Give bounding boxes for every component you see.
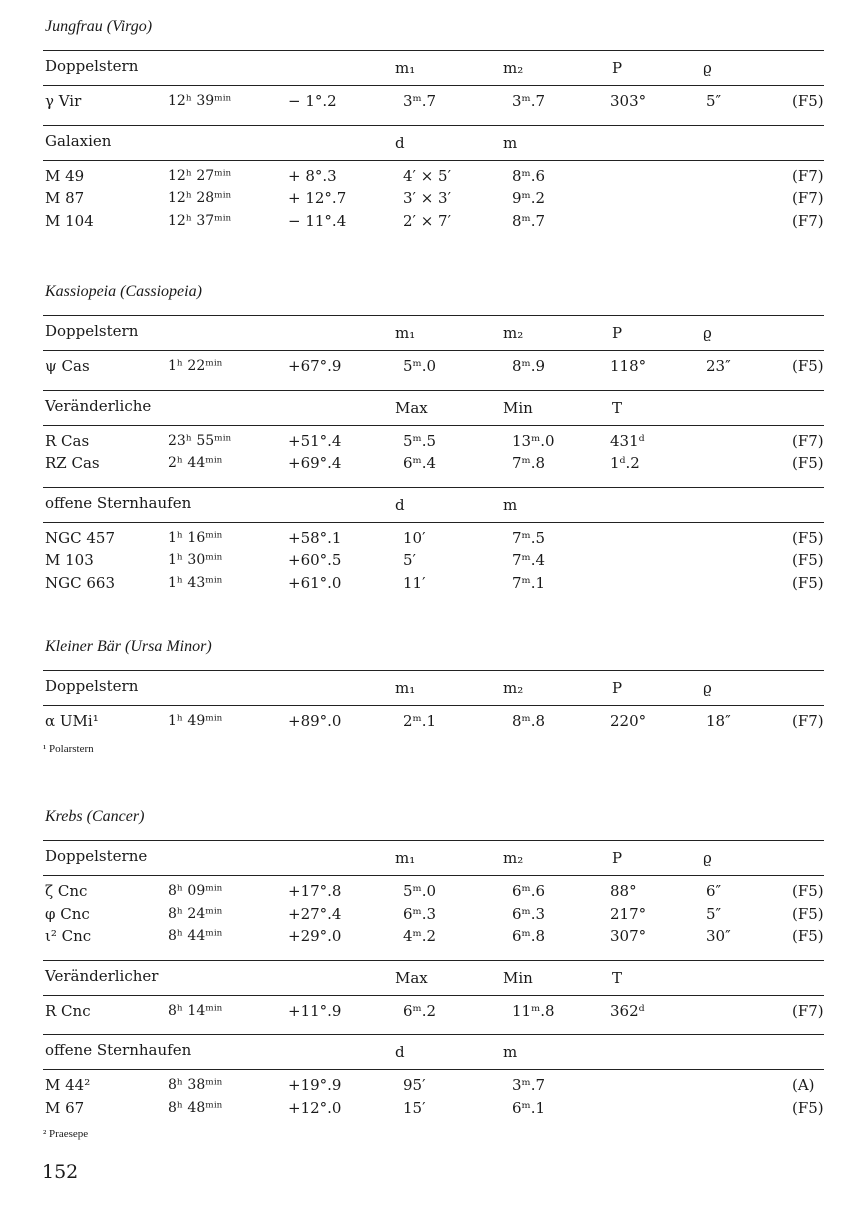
- column-header: P: [612, 324, 623, 342]
- cell-c1: 5ᵐ.0: [403, 357, 437, 375]
- cell-name: γ Vir: [45, 92, 82, 110]
- cell-c3: 431ᵈ: [610, 431, 645, 450]
- cell-c2: 8ᵐ.7: [512, 211, 546, 230]
- column-header: Max: [395, 968, 428, 987]
- cell-ra: 1ʰ 30ᵐⁱⁿ: [168, 552, 223, 568]
- column-header: ϱ: [703, 849, 712, 867]
- cell-c3: 220°: [610, 712, 647, 730]
- cell-dec: +89°.0: [288, 712, 342, 730]
- cell-name: α UMi¹: [45, 712, 99, 730]
- section-top-rule: [43, 670, 824, 671]
- section-title: Kassiopeia (Cassiopeia): [45, 283, 202, 300]
- cell-dec: +12°.0: [288, 1098, 342, 1117]
- cell-c4: 18″: [706, 712, 731, 730]
- cell-c1: 10′: [403, 528, 426, 547]
- cell-tag: (F5): [792, 357, 824, 375]
- cell-c1: 3ᵐ.7: [403, 92, 437, 110]
- cell-c3: 217°: [610, 904, 647, 923]
- cell-c4: 6″: [706, 882, 722, 900]
- cell-ra: 8ʰ 24ᵐⁱⁿ: [168, 905, 223, 922]
- header-rule: [43, 160, 824, 161]
- cell-name: M 103: [45, 551, 94, 569]
- group-rule: [43, 960, 824, 961]
- column-header: ϱ: [703, 324, 712, 342]
- cell-tag: (A): [792, 1076, 815, 1094]
- cell-tag: (F7): [792, 1001, 824, 1020]
- column-header: m: [503, 495, 518, 514]
- cell-dec: +61°.0: [288, 573, 342, 592]
- cell-tag: (F7): [792, 712, 824, 730]
- cell-name: R Cas: [45, 431, 90, 450]
- header-rule: [43, 522, 824, 523]
- cell-c1: 95′: [403, 1076, 426, 1094]
- cell-c2: 6ᵐ.8: [512, 927, 546, 945]
- column-header: ϱ: [703, 59, 712, 77]
- cell-dec: − 11°.4: [288, 211, 347, 230]
- cell-c1: 2ᵐ.1: [403, 712, 437, 730]
- cell-ra: 8ʰ 48ᵐⁱⁿ: [168, 1099, 223, 1116]
- cell-ra: 12ʰ 39ᵐⁱⁿ: [168, 93, 232, 109]
- cell-ra: 8ʰ 38ᵐⁱⁿ: [168, 1077, 223, 1093]
- header-rule: [43, 425, 824, 426]
- cell-c3: 303°: [610, 92, 647, 110]
- column-header: m₁: [395, 59, 416, 77]
- cell-c2: 3ᵐ.7: [512, 1076, 546, 1094]
- cell-c4: 5″: [706, 92, 722, 110]
- cell-tag: (F5): [792, 904, 824, 923]
- cell-c3: 88°: [610, 882, 637, 900]
- cell-name: ψ Cas: [45, 357, 90, 375]
- cell-name: M 87: [45, 189, 85, 207]
- column-header: P: [612, 59, 623, 77]
- cell-ra: 8ʰ 44ᵐⁱⁿ: [168, 928, 223, 944]
- group-rule: [43, 390, 824, 391]
- column-header: m: [503, 133, 518, 152]
- column-header: T: [612, 398, 623, 417]
- cell-c2: 7ᵐ.5: [512, 528, 546, 547]
- cell-name: M 67: [45, 1098, 85, 1117]
- column-header: m₂: [503, 59, 524, 77]
- cell-tag: (F7): [792, 166, 824, 185]
- cell-name: M 49: [45, 166, 85, 185]
- cell-ra: 1ʰ 16ᵐⁱⁿ: [168, 529, 223, 546]
- cell-c1: 6ᵐ.3: [403, 904, 437, 923]
- group-heading: Galaxien: [45, 131, 112, 150]
- cell-c1: 5′: [403, 551, 416, 569]
- cell-c1: 4ᵐ.2: [403, 927, 437, 945]
- cell-c1: 5ᵐ.5: [403, 431, 437, 450]
- column-header: Min: [503, 968, 533, 987]
- cell-name: M 44²: [45, 1076, 91, 1094]
- cell-c2: 6ᵐ.3: [512, 904, 546, 923]
- cell-tag: (F5): [792, 882, 824, 900]
- cell-dec: +60°.5: [288, 551, 342, 569]
- cell-c2: 6ᵐ.6: [512, 882, 546, 900]
- cell-name: ι² Cnc: [45, 927, 92, 945]
- group-heading: offene Sternhaufen: [45, 1041, 192, 1059]
- cell-dec: + 12°.7: [288, 189, 347, 207]
- column-header: m₁: [395, 679, 416, 697]
- section-title: Jungfrau (Virgo): [45, 18, 153, 35]
- cell-name: φ Cnc: [45, 904, 90, 923]
- header-rule: [43, 1069, 824, 1070]
- column-header: P: [612, 679, 623, 697]
- group-heading: Veränderliche: [45, 396, 152, 415]
- cell-c1: 5ᵐ.0: [403, 882, 437, 900]
- column-header: d: [395, 1043, 405, 1061]
- cell-tag: (F5): [792, 573, 824, 592]
- cell-c1: 2′ × 7′: [403, 211, 452, 230]
- cell-tag: (F7): [792, 211, 824, 230]
- cell-dec: +58°.1: [288, 528, 342, 547]
- cell-ra: 2ʰ 44ᵐⁱⁿ: [168, 455, 223, 471]
- cell-dec: − 1°.2: [288, 92, 337, 110]
- cell-c3: 362ᵈ: [610, 1001, 645, 1020]
- cell-tag: (F7): [792, 431, 824, 450]
- cell-c2: 8ᵐ.8: [512, 712, 546, 730]
- cell-ra: 1ʰ 43ᵐⁱⁿ: [168, 574, 223, 591]
- cell-dec: +11°.9: [288, 1001, 342, 1020]
- cell-c2: 7ᵐ.1: [512, 573, 546, 592]
- cell-c2: 11ᵐ.8: [512, 1001, 555, 1020]
- cell-dec: +51°.4: [288, 431, 342, 450]
- cell-ra: 1ʰ 49ᵐⁱⁿ: [168, 713, 223, 729]
- group-heading: Doppelstern: [45, 322, 139, 340]
- header-rule: [43, 350, 824, 351]
- cell-c4: 30″: [706, 927, 731, 945]
- cell-dec: + 8°.3: [288, 166, 337, 185]
- cell-tag: (F7): [792, 189, 824, 207]
- cell-c1: 15′: [403, 1098, 426, 1117]
- cell-c1: 3′ × 3′: [403, 189, 452, 207]
- column-header: m₂: [503, 679, 524, 697]
- section-top-rule: [43, 50, 824, 51]
- cell-c1: 4′ × 5′: [403, 166, 452, 185]
- group-rule: [43, 487, 824, 488]
- cell-c2: 13ᵐ.0: [512, 431, 555, 450]
- cell-dec: +29°.0: [288, 927, 342, 945]
- cell-tag: (F5): [792, 528, 824, 547]
- column-header: m₂: [503, 849, 524, 867]
- cell-c3: 1ᵈ.2: [610, 454, 640, 472]
- cell-tag: (F5): [792, 454, 824, 472]
- header-rule: [43, 875, 824, 876]
- cell-ra: 8ʰ 14ᵐⁱⁿ: [168, 1002, 223, 1019]
- section-top-rule: [43, 840, 824, 841]
- cell-dec: +19°.9: [288, 1076, 342, 1094]
- cell-c2: 8ᵐ.9: [512, 357, 546, 375]
- cell-c3: 118°: [610, 357, 647, 375]
- cell-dec: +67°.9: [288, 357, 342, 375]
- cell-c2: 7ᵐ.4: [512, 551, 546, 569]
- cell-c1: 6ᵐ.4: [403, 454, 437, 472]
- cell-name: NGC 457: [45, 528, 115, 547]
- column-header: d: [395, 495, 405, 514]
- cell-ra: 23ʰ 55ᵐⁱⁿ: [168, 432, 232, 449]
- header-rule: [43, 705, 824, 706]
- column-header: ϱ: [703, 679, 712, 697]
- footnote: ² Praesepe: [43, 1128, 89, 1140]
- column-header: m₂: [503, 324, 524, 342]
- group-heading: Doppelstern: [45, 677, 139, 695]
- section-title: Kleiner Bär (Ursa Minor): [45, 638, 212, 655]
- cell-name: R Cnc: [45, 1001, 91, 1020]
- footnote: ¹ Polarstern: [43, 743, 94, 755]
- cell-dec: +27°.4: [288, 904, 342, 923]
- section-title: Krebs (Cancer): [45, 808, 145, 825]
- cell-name: ζ Cnc: [45, 882, 88, 900]
- cell-c2: 7ᵐ.8: [512, 454, 546, 472]
- section-top-rule: [43, 315, 824, 316]
- group-heading: Veränderlicher: [45, 966, 159, 985]
- column-header: T: [612, 968, 623, 987]
- page-number: 152: [42, 1161, 79, 1183]
- cell-ra: 12ʰ 27ᵐⁱⁿ: [168, 167, 232, 184]
- column-header: Max: [395, 398, 428, 417]
- column-header: P: [612, 849, 623, 867]
- cell-c2: 3ᵐ.7: [512, 92, 546, 110]
- group-rule: [43, 125, 824, 126]
- column-header: m₁: [395, 324, 416, 342]
- group-heading: Doppelstern: [45, 57, 139, 75]
- cell-name: M 104: [45, 211, 94, 230]
- column-header: m₁: [395, 849, 416, 867]
- group-heading: offene Sternhaufen: [45, 493, 192, 512]
- cell-ra: 1ʰ 22ᵐⁱⁿ: [168, 358, 223, 374]
- header-rule: [43, 995, 824, 996]
- cell-c2: 9ᵐ.2: [512, 189, 546, 207]
- cell-c2: 6ᵐ.1: [512, 1098, 546, 1117]
- cell-tag: (F5): [792, 92, 824, 110]
- cell-c4: 5″: [706, 904, 722, 923]
- cell-dec: +69°.4: [288, 454, 342, 472]
- group-heading: Doppelsterne: [45, 847, 148, 865]
- cell-dec: +17°.8: [288, 882, 342, 900]
- cell-c4: 23″: [706, 357, 731, 375]
- cell-tag: (F5): [792, 927, 824, 945]
- cell-c1: 6ᵐ.2: [403, 1001, 437, 1020]
- column-header: m: [503, 1043, 518, 1061]
- cell-tag: (F5): [792, 551, 824, 569]
- cell-ra: 8ʰ 09ᵐⁱⁿ: [168, 883, 223, 899]
- cell-name: RZ Cas: [45, 454, 100, 472]
- header-rule: [43, 85, 824, 86]
- cell-c1: 11′: [403, 573, 426, 592]
- cell-c3: 307°: [610, 927, 647, 945]
- column-header: d: [395, 133, 405, 152]
- cell-ra: 12ʰ 37ᵐⁱⁿ: [168, 212, 232, 229]
- column-header: Min: [503, 398, 533, 417]
- cell-ra: 12ʰ 28ᵐⁱⁿ: [168, 190, 232, 206]
- cell-tag: (F5): [792, 1098, 824, 1117]
- group-rule: [43, 1034, 824, 1035]
- cell-name: NGC 663: [45, 573, 115, 592]
- cell-c2: 8ᵐ.6: [512, 166, 546, 185]
